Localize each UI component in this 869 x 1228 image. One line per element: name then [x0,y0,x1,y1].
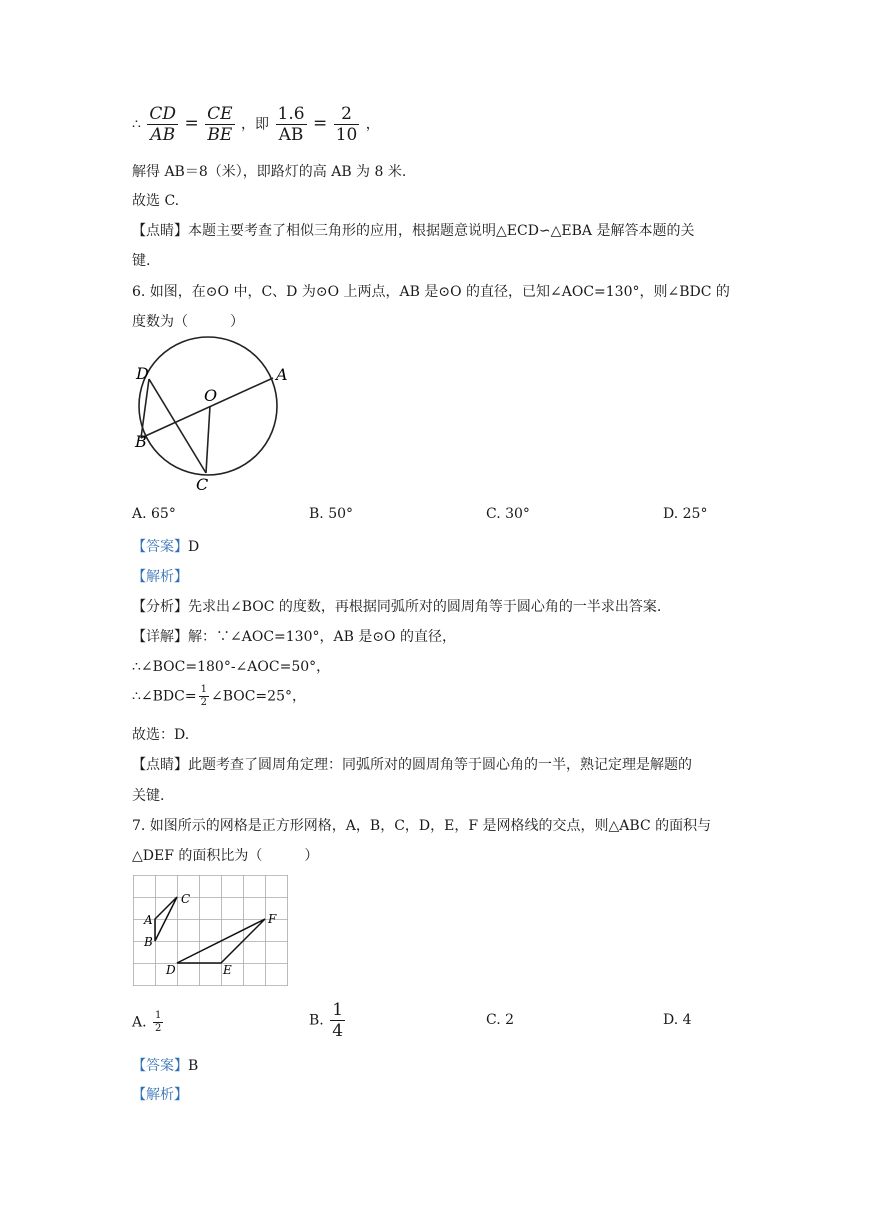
fraction-one-quarter [330,1000,345,1041]
answer-value: D [188,539,200,555]
option-prefix: B. [309,1012,324,1029]
q7-line2: △DEF 的面积比为（ ） [132,848,319,864]
therefore-line [132,104,380,145]
fraction-16-ab [276,104,307,145]
fraction-numerator: CE [207,104,233,124]
fraction-numerator: 1.6 [277,104,305,124]
fraction-one-half [199,684,209,709]
answer-tag: 【答案】 [132,539,188,555]
q7-line1: 7. 如图所示的网格是正方形网格，A，B，C，D，E，F 是网格线的交点，则△ABC 的面积与 [132,818,712,834]
q7-answer [132,1055,198,1075]
segment-oc [206,406,210,473]
choose-line: 故选 C. [132,193,180,209]
comment-text: 此题考查了圆周角定理：同弧所对的圆周角等于圆心角的一半，熟记定理是解题的 [188,757,692,773]
fenxi-tag: 【分析】 [132,599,188,615]
q6-xiangjie [132,626,456,646]
label-c: C [196,475,209,494]
fraction-numerator: 1 [200,684,207,695]
fenxi-text: 先求出∠BOC 的度数，再根据同弧所对的圆周角等于圆心角的一半求出答案. [188,599,662,615]
q7-option-c[interactable]: C. 2 [486,1012,515,1028]
q7-option-b[interactable] [309,1000,347,1041]
comment-text: 本题主要考查了相似三角形的应用，根据题意说明△ECD∽△EBA 是解答本题的关 [188,223,695,239]
fraction-denominator: AB [278,125,304,145]
segment-dc [149,379,206,473]
label-a: A [144,913,153,927]
label-e: E [223,963,232,977]
fraction-numerator: CD [149,104,177,124]
q7-option-a[interactable] [132,1010,165,1035]
label-f: F [268,912,277,926]
comment-tag: 【点睛】 [132,223,188,239]
q6-comment [132,754,692,774]
comma: ， [365,116,380,133]
label-o: O [204,386,218,405]
xiangjie-text: 解：∵∠AOC=130°，AB 是⊙O 的直径， [188,629,456,645]
q6-option-b[interactable]: B. 50° [309,506,354,522]
q6-option-a[interactable]: A. 65° [132,506,176,522]
q6-step1: ∴∠BOC=180°-∠AOC=50°， [132,659,331,675]
label-d: D [166,963,176,977]
comment-5-cont: 键. [132,253,151,269]
connector-text: ，即 [241,116,270,133]
fraction-2-10 [334,104,360,145]
fraction-denominator: 4 [332,1021,344,1041]
step2-suffix: ∠BOC=25°， [210,688,306,705]
q7-option-d[interactable]: D. 4 [663,1012,692,1028]
fraction-denominator: 2 [200,697,207,708]
comment-tag: 【点睛】 [132,757,188,773]
fraction-cd-ab [147,104,178,145]
fraction-one-half [153,1010,163,1035]
solve-line: 解得 AB＝8（米），即路灯的高 AB 为 8 米. [132,164,407,180]
fraction-denominator: AB [150,125,176,145]
fraction-numerator: 1 [332,1000,344,1020]
circle [139,337,277,475]
q6-option-d[interactable]: D. 25° [663,506,708,522]
q6-line2: 度数为（ ） [132,314,244,330]
equals-sign: = [184,113,199,134]
circle-figure [130,335,290,495]
fraction-denominator: 2 [155,1023,162,1034]
q6-line1: 6. 如图，在⊙O 中，C、D 为⊙O 上两点，AB 是⊙O 的直径，已知∠AOC=130°，则∠BDC 的 [132,284,730,300]
equals-sign: = [313,113,328,134]
fraction-numerator: 2 [334,104,360,125]
label-c: C [181,892,191,906]
fraction-ce-be [205,104,234,145]
answer-tag: 【答案】 [132,1058,188,1074]
q6-step2 [132,684,306,709]
comment-5 [132,220,695,240]
grid-lines [133,875,288,986]
step2-prefix: ∴∠BDC= [132,688,197,705]
label-b: B [144,935,153,949]
q6-comment-cont: 关键. [132,788,165,804]
label-b: B [135,432,147,451]
q7-analysis-tag: 【解析】 [132,1087,188,1103]
q6-option-c[interactable]: C. 30° [486,506,530,522]
label-a: A [276,365,288,384]
fraction-numerator: 1 [155,1010,162,1021]
triangle-abc [155,897,177,941]
q6-choose: 故选：D. [132,727,190,743]
q6-fenxi [132,596,661,616]
xiangjie-tag: 【详解】 [132,629,188,645]
q6-analysis-tag: 【解析】 [132,569,188,585]
fraction-denominator: 10 [335,125,358,145]
grid-figure [133,875,289,986]
q6-answer [132,536,199,556]
label-d: D [136,364,149,383]
therefore-symbol: ∴ [132,116,141,133]
fraction-denominator: BE [207,125,233,145]
answer-value: B [188,1058,199,1074]
option-prefix: A. [132,1014,147,1031]
triangle-def [177,919,265,963]
